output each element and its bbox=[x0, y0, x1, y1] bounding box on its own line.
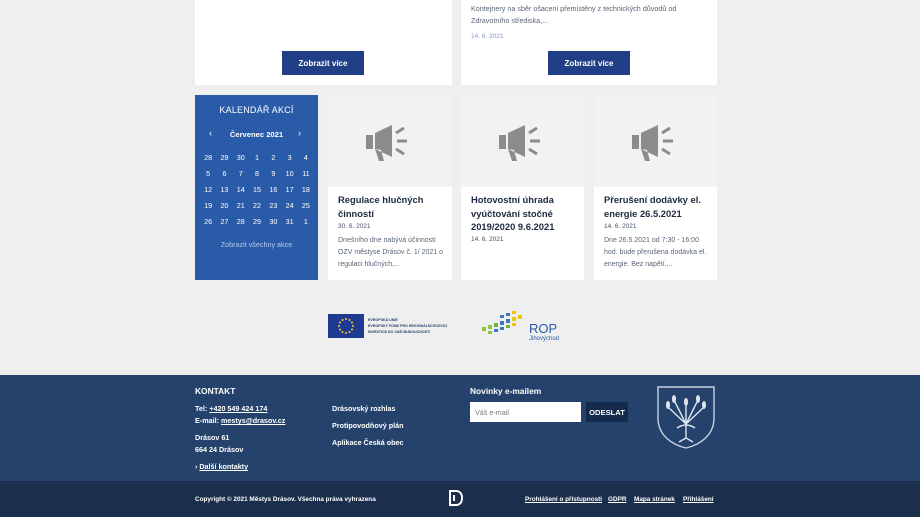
calendar-day[interactable]: 13 bbox=[220, 185, 229, 194]
calendar-day[interactable]: 25 bbox=[301, 201, 310, 210]
calendar-day[interactable]: 28 bbox=[204, 153, 213, 162]
news-date: 30. 6. 2021 bbox=[338, 223, 371, 230]
news-date: 14. 6. 2021 bbox=[471, 236, 504, 243]
eu-flag-icon bbox=[328, 314, 364, 338]
municipal-coat-of-arms bbox=[655, 384, 717, 450]
calendar-prev-icon[interactable]: ‹ bbox=[209, 128, 212, 138]
top-card-2-text: Kontejnery na sběr ošaceni přemístěny z technických důvodů od Zdravotního střediska,... bbox=[471, 4, 677, 25]
chevron-right-icon: › bbox=[195, 464, 198, 471]
rop-dots-icon bbox=[480, 311, 528, 335]
calendar-day[interactable]: 30 bbox=[269, 217, 278, 226]
news-title[interactable]: Přerušení dodávky el. energie 26.5.2021 bbox=[604, 194, 701, 219]
coat-of-arms-icon bbox=[655, 384, 717, 450]
email-label: E-mail: bbox=[195, 416, 219, 425]
calendar-day[interactable]: 2 bbox=[271, 153, 276, 162]
calendar-day[interactable]: 19 bbox=[204, 201, 213, 210]
calendar-day[interactable]: 28 bbox=[236, 217, 245, 226]
news-title[interactable]: Regulace hlučných činností bbox=[338, 194, 424, 219]
calendar-day[interactable]: 17 bbox=[285, 185, 294, 194]
eu-logo bbox=[328, 314, 458, 338]
news-date: 14. 6. 2021 bbox=[604, 223, 637, 230]
calendar-day[interactable]: 20 bbox=[220, 201, 229, 210]
calendar-day[interactable]: 1 bbox=[255, 153, 260, 162]
all-events-link[interactable]: Zobrazit všechny akce bbox=[220, 240, 293, 249]
phone-label: Tel: bbox=[195, 404, 208, 413]
news-card-3[interactable] bbox=[594, 95, 717, 280]
calendar-day[interactable]: 11 bbox=[302, 169, 310, 178]
calendar-day[interactable]: 4 bbox=[303, 153, 308, 162]
gdpr-link[interactable]: GDPR bbox=[608, 496, 627, 503]
megaphone-icon bbox=[328, 95, 452, 187]
megaphone-icon bbox=[594, 95, 717, 187]
calendar-day[interactable]: 21 bbox=[236, 201, 245, 210]
megaphone-icon bbox=[461, 95, 584, 187]
show-more-button-1[interactable]: Zobrazit více bbox=[282, 51, 364, 75]
calendar-day[interactable]: 27 bbox=[220, 217, 229, 226]
calendar-day[interactable]: 8 bbox=[255, 169, 260, 178]
news-text: Dnešního dne nabývá účinnosti OZV městyse Drásov č. 1/ 2021 o regulaci hlučných,... bbox=[338, 237, 444, 268]
footer-link-app[interactable]: Aplikace Česká obec bbox=[332, 438, 404, 447]
author-logo-icon[interactable] bbox=[448, 490, 464, 506]
calendar-month: Červenec 2021 bbox=[229, 130, 284, 139]
news-card-2[interactable] bbox=[461, 95, 584, 280]
email-link[interactable]: mestys@drasov.cz bbox=[220, 416, 286, 425]
news-card-1[interactable] bbox=[328, 95, 452, 280]
calendar-day[interactable]: 14 bbox=[236, 185, 245, 194]
calendar-day[interactable]: 26 bbox=[204, 217, 213, 226]
calendar-day[interactable]: 15 bbox=[253, 185, 262, 194]
copyright: Copyright © 2021 Městys Drásov. Všechna práva vyhrazena bbox=[195, 496, 376, 503]
eu-text: EVROPSKÁ UNIE EVROPSKÝ FOND PRO REGIONÁLNÍ ROZVOJ INVESTICE DO VAŠÍ BUDOUCNOSTI bbox=[368, 318, 448, 334]
newsletter-heading: Novinky e-mailem bbox=[470, 386, 542, 396]
calendar-title: KALENDÁŘ AKCÍ bbox=[219, 105, 294, 115]
email-row bbox=[195, 416, 285, 425]
calendar-day[interactable]: 16 bbox=[269, 185, 278, 194]
news-title[interactable]: Hotovostní úhrada vyúčtování stočné 2019/2020 9.6.2021 bbox=[471, 194, 555, 232]
accessibility-link[interactable]: Prohlášení o přístupnosti bbox=[525, 496, 603, 503]
news-text: Dne 26.5.2021 od 7:30 - 16:00 hod. bude přerušena dodávka el. energie. Bez napětí,... bbox=[604, 237, 707, 268]
calendar-day[interactable]: 22 bbox=[253, 201, 262, 210]
calendar-day[interactable]: 29 bbox=[220, 153, 229, 162]
footer-link-flood-plan[interactable]: Protipovodňový plán bbox=[332, 421, 404, 430]
address-line-2: 664 24 Drásov bbox=[195, 445, 244, 454]
calendar-day[interactable]: 9 bbox=[271, 169, 276, 178]
login-link[interactable]: Přihlášení bbox=[683, 496, 714, 503]
rop-sub: Jihovýchod bbox=[529, 336, 560, 342]
calendar-day[interactable]: 30 bbox=[236, 153, 245, 162]
calendar-day[interactable]: 23 bbox=[269, 201, 278, 210]
address-line-1: Drásov 61 bbox=[195, 433, 230, 442]
calendar-day[interactable]: 18 bbox=[301, 185, 310, 194]
calendar-day[interactable]: 6 bbox=[222, 169, 227, 178]
rop-name: ROP bbox=[529, 321, 558, 336]
calendar-next-icon[interactable]: › bbox=[298, 128, 301, 138]
calendar-day[interactable]: 1 bbox=[303, 217, 308, 226]
top-card-2-date: 14. 6. 2021 bbox=[471, 33, 504, 40]
footer-link-radio[interactable]: Drásovský rozhlas bbox=[332, 404, 396, 413]
newsletter-email-input[interactable] bbox=[470, 402, 581, 422]
calendar-day[interactable]: 7 bbox=[238, 169, 243, 178]
calendar-day[interactable]: 24 bbox=[285, 201, 294, 210]
contact-heading: KONTAKT bbox=[195, 386, 236, 396]
calendar-day[interactable]: 10 bbox=[285, 169, 294, 178]
sitemap-link[interactable]: Mapa stránek bbox=[634, 496, 675, 503]
phone-link[interactable]: +420 549 424 174 bbox=[209, 404, 268, 413]
calendar-day[interactable]: 3 bbox=[287, 153, 292, 162]
rop-logo bbox=[480, 309, 570, 345]
footer bbox=[0, 375, 920, 481]
more-contacts-link[interactable]: › Další kontakty bbox=[195, 462, 249, 471]
phone-row bbox=[195, 404, 267, 413]
calendar-day[interactable]: 29 bbox=[253, 217, 262, 226]
calendar-day[interactable]: 5 bbox=[206, 169, 211, 178]
calendar-grid bbox=[200, 151, 314, 231]
show-more-button-2[interactable]: Zobrazit více bbox=[548, 51, 630, 75]
calendar-day[interactable]: 31 bbox=[285, 217, 294, 226]
newsletter-send-button[interactable]: ODESLAT bbox=[586, 402, 628, 422]
calendar-day[interactable]: 12 bbox=[204, 185, 213, 194]
